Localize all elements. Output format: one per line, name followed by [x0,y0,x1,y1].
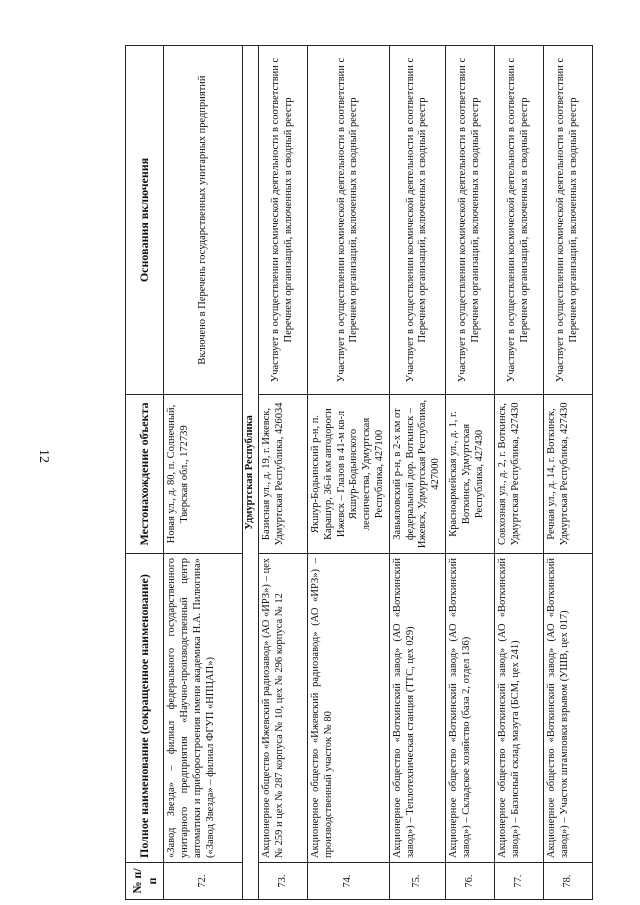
table-row [164,46,243,900]
row-location: Базисная ул., д. 19, г. Ижевск, Удмуртская Республика, 426034 [259,395,308,554]
row-location: Якшур-Бодьинский р-н, п. Карашур, 36-й км автодороги Ижевск – Глазов в 41-м кв-л Якшур-Бодьинского лесничества, Удмуртская Республика, 427100 [308,395,390,554]
row-location: Новая ул., д. 80, п. Солнечный, Тверская обл., 172739 [164,395,243,554]
row-name: Акционерное общество «Ижевский радиозавод» (АО «ИРЗ») – производственный участок № 80 [308,554,390,863]
row-num: 73. [259,863,308,900]
header-basis: Основания включения [126,46,164,395]
row-basis: Участвует в осуществлении космической деятельности в соответствии с Перечнем организаций, включенных в сводный реестр [544,46,593,395]
row-num: 74. [308,863,390,900]
row-basis: Участвует в осуществлении космической деятельности в соответствии с Перечнем организаций, включенных в сводный реестр [495,46,544,395]
row-num: 78. [544,863,593,900]
row-location: Совхозная ул., д. 2, г. Воткинск, Удмуртская Республика, 427430 [495,395,544,554]
row-name: Акционерное общество «Воткинский завод» (АО «Воткинский завод») – Складское хозяйство (база 2, отдел 136) [446,554,495,863]
row-location: Речная ул., д. 14, г. Воткинск, Удмуртская Республика, 427430 [544,395,593,554]
row-location: Красноармейская ул., д. 1, г. Воткинск, Удмуртская Республика, 427430 [446,395,495,554]
row-name: Акционерное общество «Ижевский радиозавод» (АО «ИРЗ») – цех № 259 и цех № 287 корпуса № 10, цех № 296 корпуса № 12 [259,554,308,863]
row-basis: Участвует в осуществлении космической деятельности в соответствии с Перечнем организаций, включенных в сводный реестр [446,46,495,395]
row-location: Завьяловский р-н, в 2-х км от федеральной дор. Воткинск –Ижевск, Удмуртская Республика, 427000 [389,395,445,554]
row-num: 75. [389,863,445,900]
row-num: 72. [164,863,243,900]
row-name: Акционерное общество «Воткинский завод» (АО «Воткинский завод») – Базисный склад мазута (БСМ, цех 241) [495,554,544,863]
table-row [446,46,495,900]
table-row [495,46,544,900]
row-num: 77. [495,863,544,900]
row-name: Акционерное общество «Воткинский завод» (АО «Воткинский завод») – Теплотехническая станция (ТТС, цех 029) [389,554,445,863]
row-num: 76. [446,863,495,900]
row-basis: Участвует в осуществлении космической деятельности в соответствии с Перечнем организаций, включенных в сводный реестр [308,46,390,395]
table-row [259,46,308,900]
header-name: Полное наименование (сокращенное наименование) [126,554,164,863]
region-row [243,46,259,900]
region-label: Удмуртская Республика [243,46,259,900]
rotated-table-wrapper [125,50,625,900]
row-basis: Включено в Перечень государственных унитарных предприятий [164,46,243,395]
organizations-table [125,45,593,900]
header-location: Местонахождение объекта [126,395,164,554]
row-name: Акционерное общество «Воткинский завод» (АО «Воткинский завод») – Участок штамповки взрывом (УШВ, цех 017) [544,554,593,863]
row-name: «Завод Звезда» – филиал федерального государственного унитарного предприятия «Научно-производственный центр автоматики и приборостроения имени академика Н.А. Пилюгина» («Завод Звезда» – филиал ФГУП «НПЦАП») [164,554,243,863]
header-num: № п/п [126,863,164,900]
table-row [544,46,593,900]
table-row [308,46,390,900]
row-basis: Участвует в осуществлении космической деятельности в соответствии с Перечнем организаций, включенных в сводный реестр [389,46,445,395]
table-row [389,46,445,900]
page-number: 12 [36,449,51,463]
row-basis: Участвует в осуществлении космической деятельности в соответствии с Перечнем организаций, включенных в сводный реестр [259,46,308,395]
table-header-row [126,46,164,900]
